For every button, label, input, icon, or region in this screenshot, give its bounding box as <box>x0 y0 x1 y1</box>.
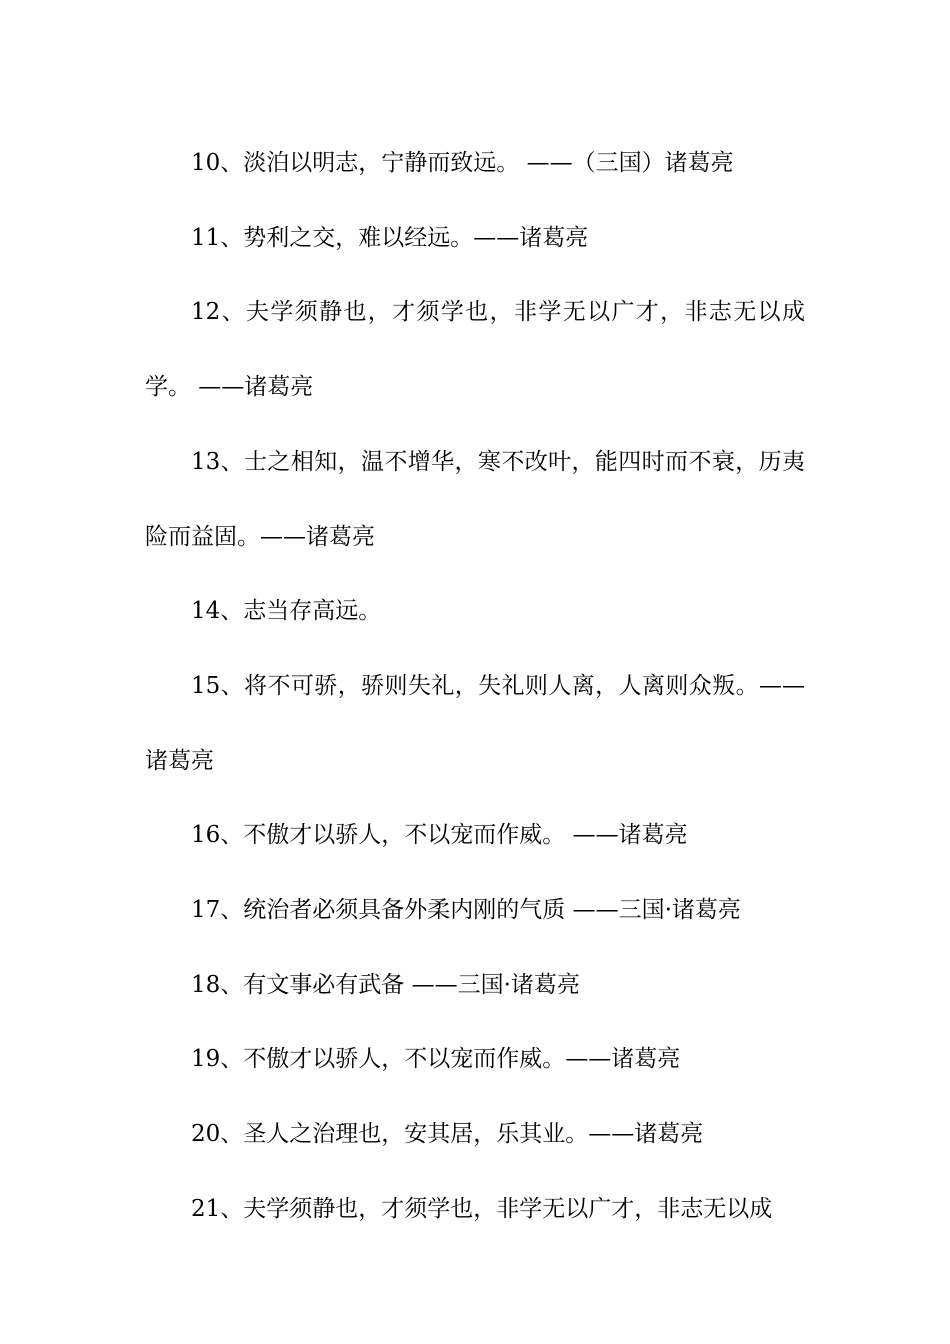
quote-list <box>145 126 805 1247</box>
quote-paragraph: 17、统治者必须具备外柔内刚的气质 ——三国·诸葛亮 <box>191 897 741 924</box>
quote-paragraph: 11、势利之交，难以经远。——诸葛亮 <box>191 224 589 251</box>
quote-paragraph: 21、夫学须静也，才须学也，非学无以广才，非志无以成 <box>191 1195 773 1222</box>
quote-paragraph: 14、志当存高远。 <box>191 598 382 625</box>
quote-paragraph: 12、夫学须静也，才须学也，非学无以广才，非志无以成学。 ——诸葛亮 <box>145 299 805 401</box>
quote-paragraph: 18、有文事必有武备 ——三国·诸葛亮 <box>191 971 580 998</box>
quote-paragraph: 16、不傲才以骄人，不以宠而作威。 ——诸葛亮 <box>191 822 688 849</box>
quote-paragraph: 13、士之相知，温不增华，寒不改叶，能四时而不衰，历夷险而益固。——诸葛亮 <box>145 448 805 550</box>
quote-paragraph: 20、圣人之治理也，安其居，乐其业。——诸葛亮 <box>191 1121 704 1148</box>
quote-paragraph: 15、将不可骄，骄则失礼，失礼则人离，人离则众叛。——诸葛亮 <box>145 672 805 774</box>
quote-paragraph: 10、淡泊以明志，宁静而致远。 ——（三国）诸葛亮 <box>191 150 734 176</box>
quote-paragraph: 19、不傲才以骄人，不以宠而作威。——诸葛亮 <box>191 1046 681 1073</box>
